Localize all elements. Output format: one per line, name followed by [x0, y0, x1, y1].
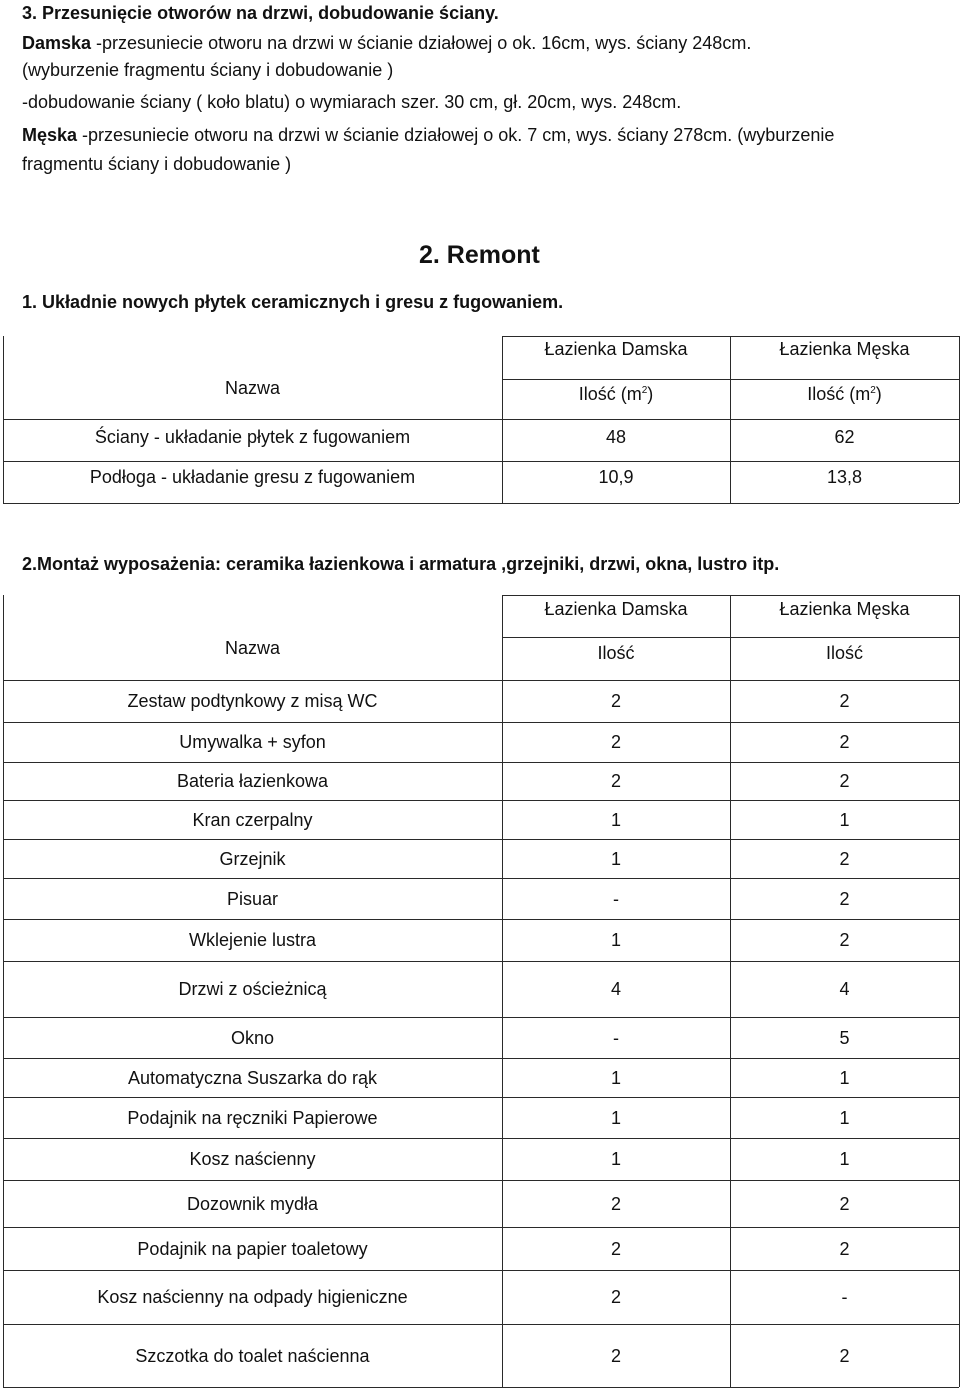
table2-row-name: Grzejnik [219, 849, 286, 869]
meska-label: Męska [22, 125, 78, 145]
unit-header-damska: Ilość [597, 643, 635, 663]
meska-text: -przesuniecie otworu na drzwi w ścianie działowej o ok. 7 cm, wys. ściany 278cm. (wyburzenie [77, 125, 835, 145]
remont-heading: 2. Remont [419, 241, 540, 269]
tiles-subheading: 1. Układnie nowych płytek ceramicznych i gresu z fugowaniem. [22, 292, 564, 312]
table2-row-damska: 1 [610, 1108, 621, 1128]
table2-row-meska: 2 [839, 930, 850, 950]
table2-row-damska: 2 [610, 1194, 621, 1214]
col-header-meska: Łazienka Męska [779, 599, 910, 619]
table2-row-meska: - [841, 1287, 848, 1307]
col-header-damska: Łazienka Damska [544, 599, 688, 619]
table2-row-damska: 2 [610, 771, 621, 791]
table2-row-name: Kran czerpalny [192, 810, 313, 830]
table2-row-damska: 4 [610, 979, 621, 999]
table2-row-damska: 1 [610, 930, 621, 950]
table2-row-damska: 1 [610, 1149, 621, 1169]
table1-row-damska: 10,9 [598, 467, 634, 487]
table2-row-meska: 2 [839, 1239, 850, 1259]
section-3-heading: 3. Przesunięcie otworów na drzwi, dobudowanie ściany. [22, 3, 499, 23]
table2-row-meska: 2 [839, 889, 850, 909]
table2-row-meska: 1 [839, 1149, 850, 1169]
damska-label: Damska [22, 33, 92, 53]
table2-row-meska: 2 [839, 849, 850, 869]
meska-description [22, 124, 834, 146]
table2-row-meska: 2 [839, 691, 850, 711]
table2-row-meska: 1 [839, 1108, 850, 1128]
meska-description-cont: fragmentu ściany i dobudowanie ) [22, 154, 292, 174]
damska-description-cont: (wyburzenie fragmentu ściany i dobudowanie ) [22, 60, 394, 80]
fixtures-subheading: 2.Montaż wyposażenia: ceramika łazienkowa i armatura ,grzejniki, drzwi, okna, lustro itp. [22, 554, 780, 574]
table2-row-damska: 1 [610, 810, 621, 830]
table2-row-name: Okno [230, 1028, 275, 1048]
table1-row-damska: 48 [605, 427, 627, 447]
table1-row-meska: 13,8 [826, 467, 863, 487]
table2-row-meska: 1 [839, 810, 850, 830]
table1-row-name: Podłoga - układanie gresu z fugowaniem [89, 467, 416, 487]
damska-description [22, 32, 751, 54]
table2-row-name: Zestaw podtynkowy z misą WC [127, 691, 378, 711]
table2-row-damska: 2 [610, 732, 621, 752]
table1-row-name: Ściany - układanie płytek z fugowaniem [94, 427, 411, 447]
table2-row-name: Umywalka + syfon [179, 732, 326, 752]
table2-row-meska: 2 [839, 1194, 850, 1214]
col-header-name: Nazwa [224, 378, 281, 398]
table2-row-meska: 5 [839, 1028, 850, 1048]
table2-row-name: Podajnik na ręczniki Papierowe [127, 1108, 378, 1128]
table2-row-name: Wklejenie lustra [188, 930, 317, 950]
unit-header-damska: Ilość $(m^2)$ [578, 384, 654, 404]
table2-row-damska: 1 [610, 1068, 621, 1088]
table2-row-meska: 1 [839, 1068, 850, 1088]
table2-row-meska: 2 [839, 732, 850, 752]
table2-row-name: Automatyczna Suszarka do rąk [127, 1068, 378, 1088]
table2-row-meska: 2 [839, 1346, 850, 1366]
damska-text: -przesuniecie otworu na drzwi w ścianie działowej o ok. 16cm, wys. ściany 248cm. [91, 33, 752, 53]
table2-row-name: Drzwi z ościeżnicą [178, 979, 327, 999]
table2-row-damska: 2 [610, 691, 621, 711]
table2-row-name: Dozownik mydła [186, 1194, 319, 1214]
table2-row-name: Pisuar [226, 889, 279, 909]
table2-row-damska: 2 [610, 1239, 621, 1259]
table2-row-name: Kosz naścienny [189, 1149, 316, 1169]
table2-row-meska: 4 [839, 979, 850, 999]
table2-row-name: Szczotka do toalet naścienna [135, 1346, 370, 1366]
unit-header-meska: Ilość [825, 643, 863, 663]
wall-extension-text: -dobudowanie ściany ( koło blatu) o wymiarach szer. 30 cm, gł. 20cm, wys. 248cm. [22, 92, 682, 112]
unit-header-meska: Ilość $(m^2)$ [807, 384, 882, 404]
col-header-name: Nazwa [224, 638, 281, 658]
col-header-meska: Łazienka Męska [779, 339, 910, 359]
table2-row-name: Podajnik na papier toaletowy [137, 1239, 368, 1259]
col-header-damska: Łazienka Damska [544, 339, 688, 359]
table2-row-damska: 2 [610, 1346, 621, 1366]
table2-row-name: Kosz naścienny na odpady higieniczne [97, 1287, 408, 1307]
table2-row-damska: 1 [610, 849, 621, 869]
table2-row-damska: - [613, 889, 619, 909]
table1-row-meska: 62 [834, 427, 855, 447]
table2-row-damska: 2 [610, 1287, 621, 1307]
table2-row-meska: 2 [839, 771, 850, 791]
table2-row-damska: - [613, 1028, 619, 1048]
table2-row-name: Bateria łazienkowa [176, 771, 329, 791]
